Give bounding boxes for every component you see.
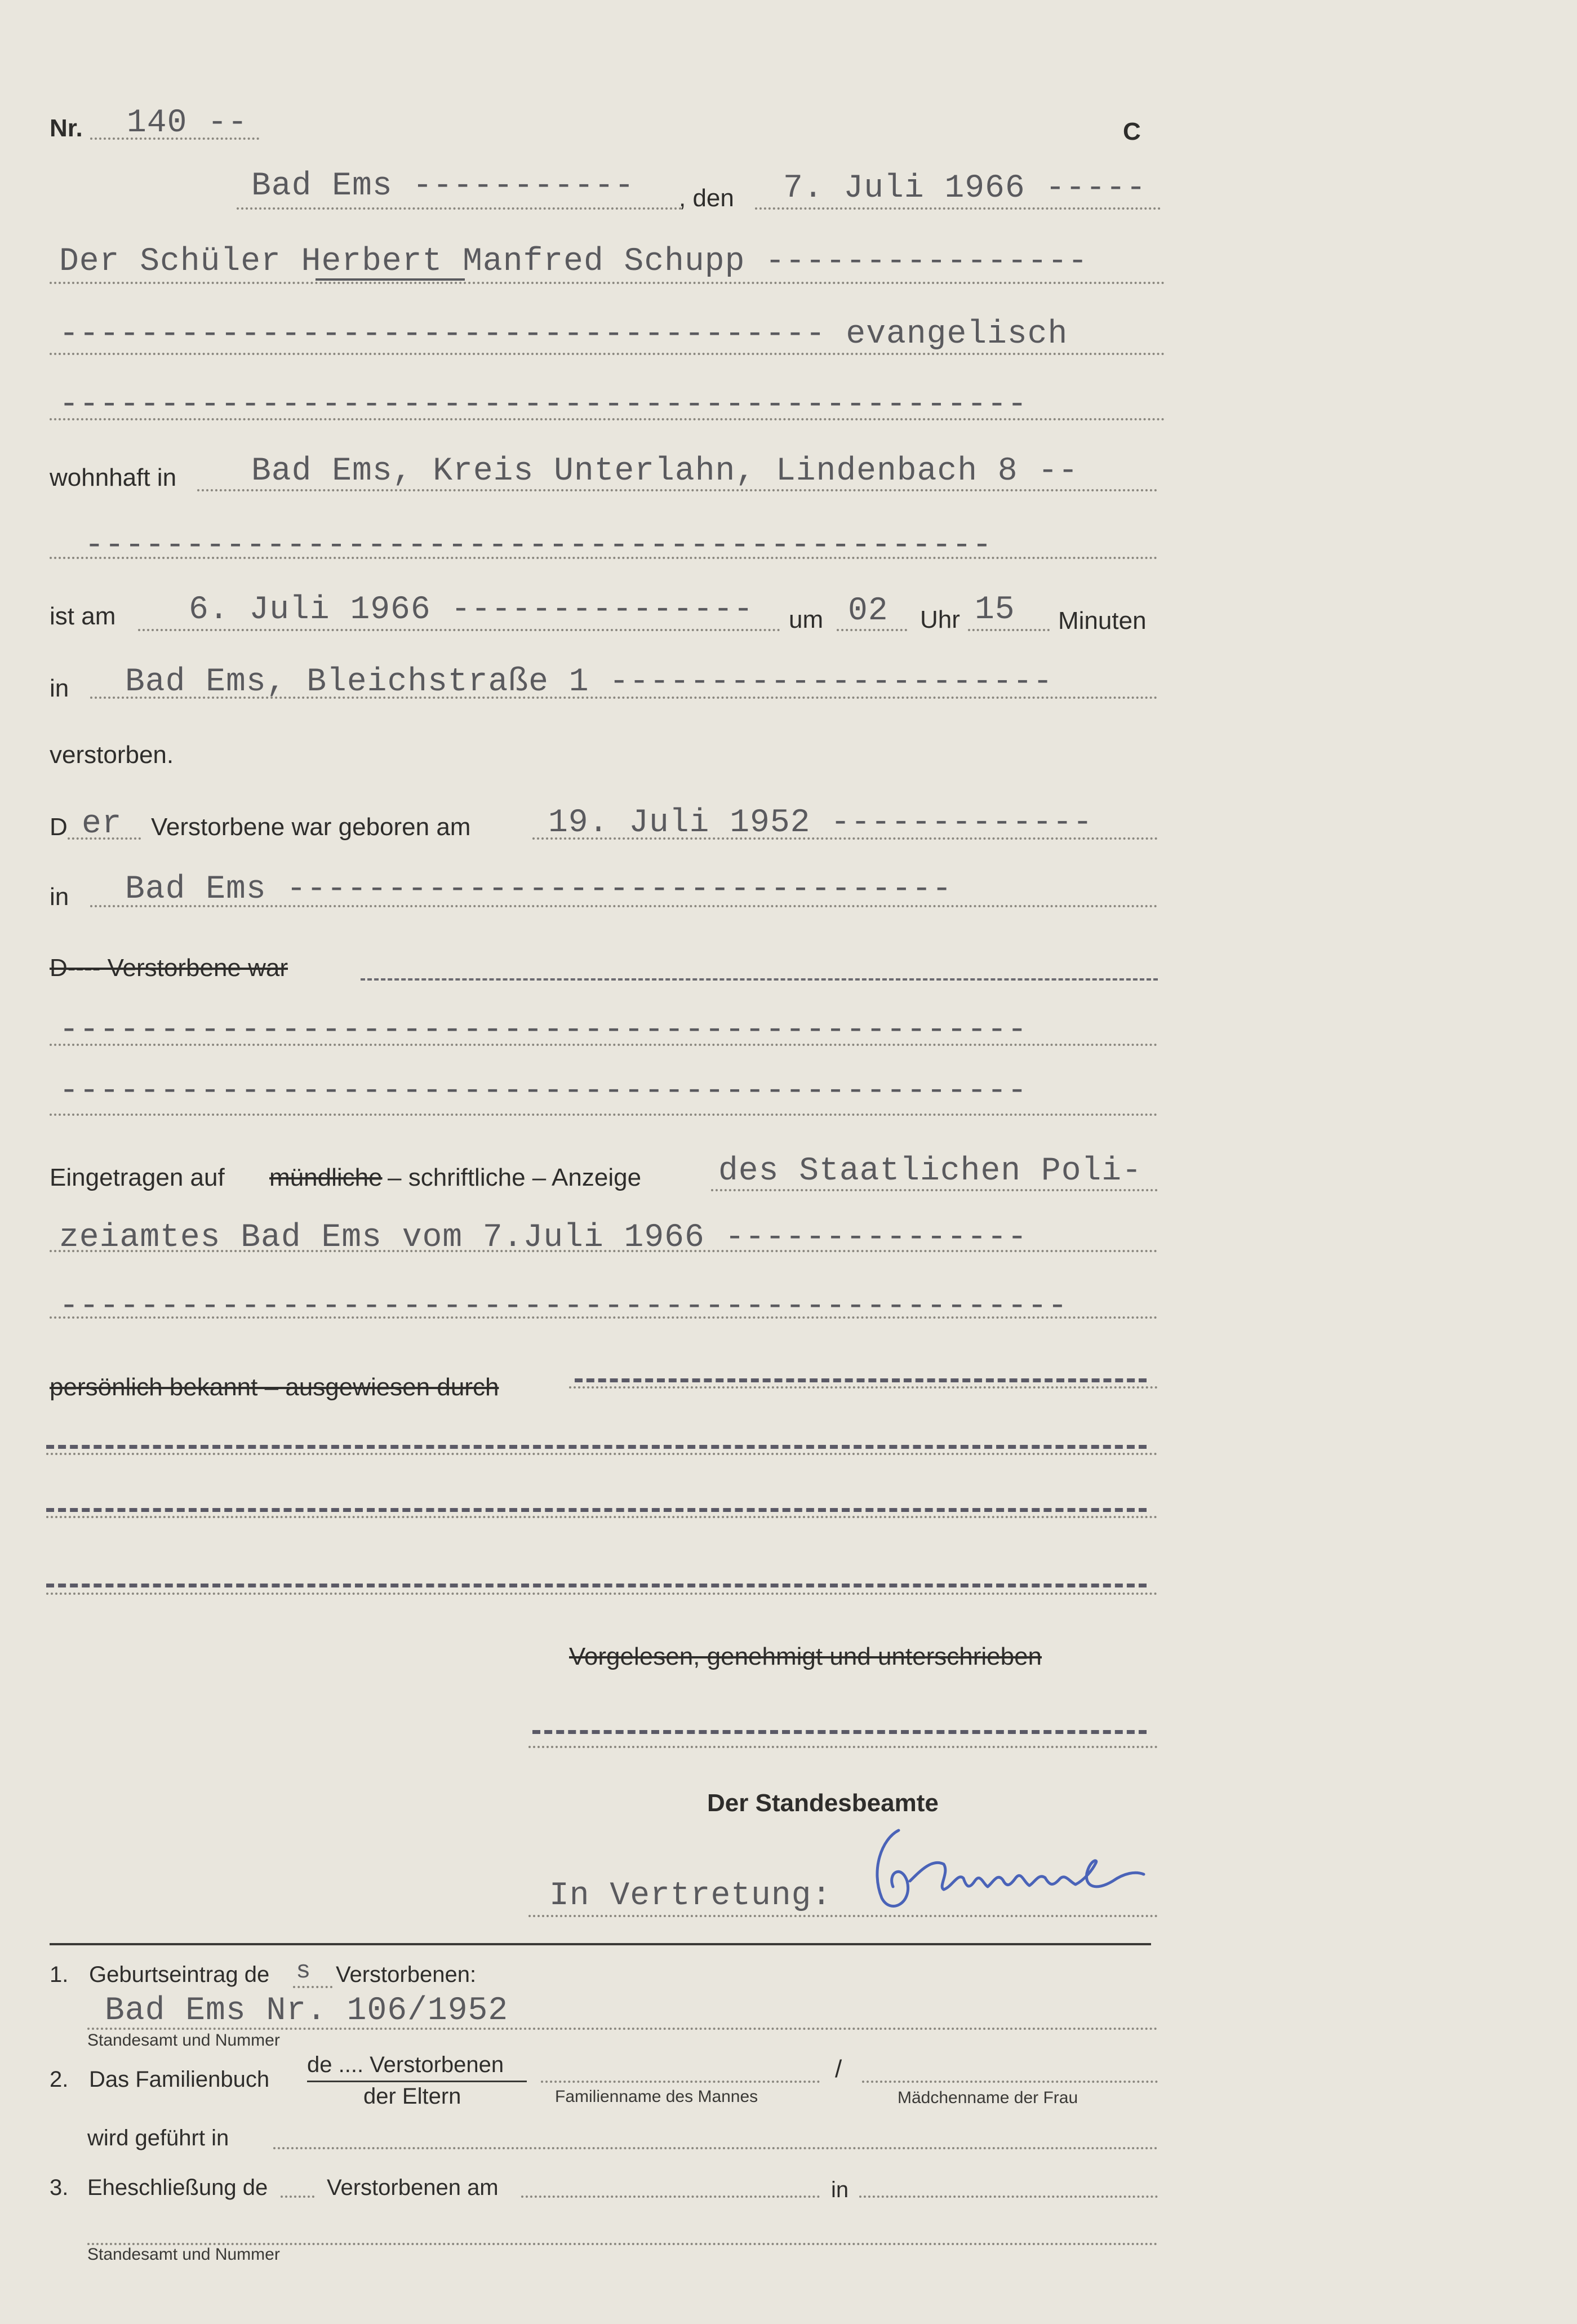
- entry-source-2: zeiamtes Bad Ems vom 7.Juli 1966 ---------------: [59, 1219, 1028, 1256]
- entry-source-3: --------------------------------------------------: [59, 1288, 1068, 1325]
- nr-dotline: [90, 138, 259, 140]
- place-dotline: [237, 207, 682, 210]
- entry-dotline-2: [50, 1250, 1158, 1252]
- birth-place: Bad Ems ---------------------------------: [125, 871, 953, 908]
- corner-letter: C: [1123, 118, 1141, 145]
- residence-dotline-2: [50, 557, 1158, 559]
- item3-label: Eheschließung de: [87, 2175, 268, 2200]
- identity-dotline-4: [46, 1593, 1158, 1595]
- item2-top: de .... Verstorbenen: [307, 2052, 504, 2077]
- residence-line-1: Bad Ems, Kreis Unterlahn, Lindenbach 8 --: [251, 453, 1079, 490]
- minuten-label: Minuten: [1058, 607, 1147, 635]
- person-dotline-1: [50, 282, 1165, 284]
- birth-date: 19. Juli 1952 -------------: [548, 805, 1093, 841]
- birth-date-dotline: [532, 837, 1158, 840]
- item2-woman-dotline: [862, 2081, 1158, 2083]
- person-line-2: -------------------------------------- evangelisch: [59, 316, 1068, 353]
- item1-label: Geburtseintrag de: [89, 1962, 270, 1987]
- marital-struck-label: D---- Verstorbene war: [50, 954, 288, 982]
- item1-number: 1.: [50, 1962, 69, 1987]
- register-number: 140 --: [127, 105, 248, 141]
- minute-dotline: [968, 629, 1050, 631]
- death-date-dotline: [138, 629, 780, 631]
- entry-dotline-1: [711, 1189, 1158, 1191]
- birth-d-label: D: [50, 813, 68, 841]
- nr-label: Nr.: [50, 114, 83, 142]
- item1-fill: s: [296, 1957, 312, 1985]
- death-date: 6. Juli 1966 ---------------: [189, 592, 754, 628]
- identity-dash-3: [46, 1508, 1147, 1512]
- residence-dotline-1: [197, 489, 1158, 491]
- schriftliche-label: – schriftliche – Anzeige: [388, 1164, 642, 1191]
- death-hour: 02: [848, 593, 889, 629]
- footer-separator: [50, 1943, 1151, 1945]
- eingetragen-label: Eingetragen auf: [50, 1164, 225, 1191]
- item1-label-2: Verstorbenen:: [336, 1962, 477, 1987]
- person-line-3: ------------------------------------------------: [59, 387, 1028, 423]
- item2-label: Das Familienbuch: [89, 2067, 270, 2092]
- person-dotline-2: [50, 353, 1165, 355]
- date-value: 7. Juli 1966 -----: [783, 170, 1147, 207]
- caption-woman: Mädchenname der Frau: [898, 2088, 1078, 2107]
- uhr-label: Uhr: [920, 606, 960, 633]
- vorgelesen-struck: Vorgelesen, genehmigt und unterschrieben: [569, 1643, 1042, 1670]
- identity-dotline-1: [569, 1386, 1158, 1389]
- person-line-1: Der Schüler Herbert Manfred Schupp ----------------: [59, 243, 1089, 280]
- birth-in-label: in: [50, 883, 69, 911]
- deputy-label: In Vertretung:: [549, 1878, 832, 1914]
- birth-place-dotline: [90, 905, 1158, 907]
- den-label: , den: [679, 184, 734, 212]
- closing-dotline: [528, 1746, 1158, 1748]
- death-in-label: in: [50, 675, 69, 702]
- um-label: um: [789, 606, 824, 633]
- muendliche-struck: mündliche: [269, 1164, 383, 1191]
- item1-fill-dotline: [293, 1986, 332, 1988]
- person-dotline-3: [50, 418, 1165, 420]
- residence-label: wohnhaft in: [50, 464, 177, 491]
- hour-dotline: [837, 629, 907, 631]
- handwritten-signature-icon: [859, 1819, 1152, 1921]
- entry-dotline-3: [50, 1316, 1158, 1319]
- official-title: Der Standesbeamte: [707, 1789, 939, 1817]
- identity-dash-1: [575, 1378, 1147, 1382]
- wird-label: wird geführt in: [87, 2126, 229, 2150]
- identity-dash-2: [46, 1445, 1147, 1449]
- marital-dash-1: [361, 978, 1158, 981]
- birth-d-dotline: [68, 837, 141, 840]
- item3-label-2: Verstorbenen am: [327, 2175, 499, 2200]
- verstorben-label: verstorben.: [50, 741, 174, 769]
- marital-line-2: ------------------------------------------------: [59, 1073, 1028, 1110]
- item1-value: Bad Ems Nr. 106/1952: [105, 1993, 509, 2029]
- identity-struck-label: persönlich bekannt – ausgewiesen durch: [50, 1373, 499, 1401]
- death-place: Bad Ems, Bleichstraße 1 ----------------------: [125, 664, 1054, 700]
- item3-number: 3.: [50, 2175, 69, 2200]
- ist-am-label: ist am: [50, 602, 116, 630]
- death-place-dotline: [90, 697, 1158, 699]
- item3-place-dotline: [859, 2196, 1158, 2198]
- entry-source-1: des Staatlichen Poli-: [718, 1153, 1142, 1190]
- item2-number: 2.: [50, 2067, 69, 2092]
- geboren-label: Verstorbene war geboren am: [151, 813, 471, 841]
- first-name-underline: [316, 278, 465, 281]
- identity-dotline-3: [46, 1516, 1158, 1518]
- item3-in-label: in: [831, 2177, 849, 2202]
- marital-dotline-1: [50, 1044, 1158, 1046]
- birth-d-fill: er: [82, 806, 122, 842]
- caption-man: Familienname des Mannes: [555, 2087, 758, 2106]
- date-dotline: [755, 207, 1161, 210]
- identity-dash-4: [46, 1584, 1147, 1587]
- closing-dash: [532, 1730, 1147, 1734]
- standesamt-caption-2: Standesamt und Nummer: [87, 2245, 280, 2264]
- residence-line-2: ---------------------------------------------: [85, 527, 993, 564]
- identity-dotline-2: [46, 1453, 1158, 1455]
- item2-fraction-line: [307, 2081, 527, 2082]
- item2-slash: /: [835, 2055, 842, 2083]
- standesamt-caption-1: Standesamt und Nummer: [87, 2031, 280, 2050]
- wird-dotline: [273, 2147, 1158, 2149]
- marital-dotline-2: [50, 1114, 1158, 1116]
- place-value: Bad Ems -----------: [251, 168, 635, 205]
- death-minute: 15: [975, 592, 1015, 628]
- marital-line-1: ------------------------------------------------: [59, 1012, 1028, 1049]
- item1-dotline: [87, 2028, 1158, 2030]
- item3-date-dotline: [521, 2196, 820, 2198]
- item3-fill-dotline: [281, 2196, 314, 2198]
- item2-man-dotline: [541, 2081, 820, 2083]
- item2-bottom: der Eltern: [363, 2084, 461, 2109]
